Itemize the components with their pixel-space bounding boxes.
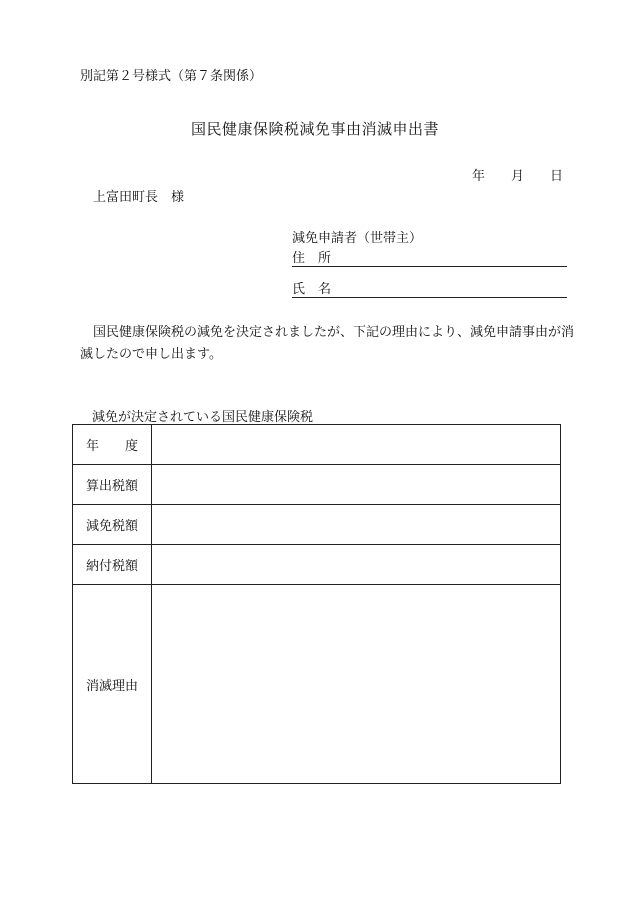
table-row <box>73 585 561 784</box>
applicant-label: 減免申請者（世帯主） <box>292 231 423 246</box>
name-field[interactable] <box>292 278 567 298</box>
fiscal-year-cell[interactable] <box>152 425 561 465</box>
calculated-tax-cell[interactable] <box>152 465 561 505</box>
date-year: 年 <box>472 169 486 184</box>
row-label-reason: 消滅理由 <box>73 585 152 784</box>
date-month: 月 <box>511 169 525 184</box>
table-row <box>73 545 561 585</box>
statement-text: 国民健康保険税の減免を決定されましたが、下記の理由により、減免申請事由が消滅したので申し出ます。 <box>80 325 575 362</box>
table-row <box>73 425 561 465</box>
reason-cell[interactable] <box>152 585 561 784</box>
row-label-paid-tax: 納付税額 <box>73 545 152 585</box>
date-line <box>472 165 563 184</box>
document-title: 国民健康保険税減免事由消滅申出書 <box>190 120 439 138</box>
table-row <box>73 505 561 545</box>
name-label: 氏 名 <box>292 282 332 297</box>
address-label: 住 所 <box>292 251 332 266</box>
paid-tax-cell[interactable] <box>152 545 561 585</box>
row-label-reduced-tax: 減免税額 <box>73 505 152 545</box>
row-label-calculated-tax: 算出税額 <box>73 465 152 505</box>
addressee: 上富田町長 様 <box>93 190 185 205</box>
date-day: 日 <box>550 169 564 184</box>
tax-table <box>72 424 561 784</box>
table-row <box>73 465 561 505</box>
form-number: 別記第２号様式（第７条関係） <box>80 69 263 84</box>
reduced-tax-cell[interactable] <box>152 505 561 545</box>
row-label-fiscal-year: 年 度 <box>73 425 152 465</box>
address-field[interactable] <box>292 247 567 267</box>
table-caption: 減免が決定されている国民健康保険税 <box>92 410 314 425</box>
